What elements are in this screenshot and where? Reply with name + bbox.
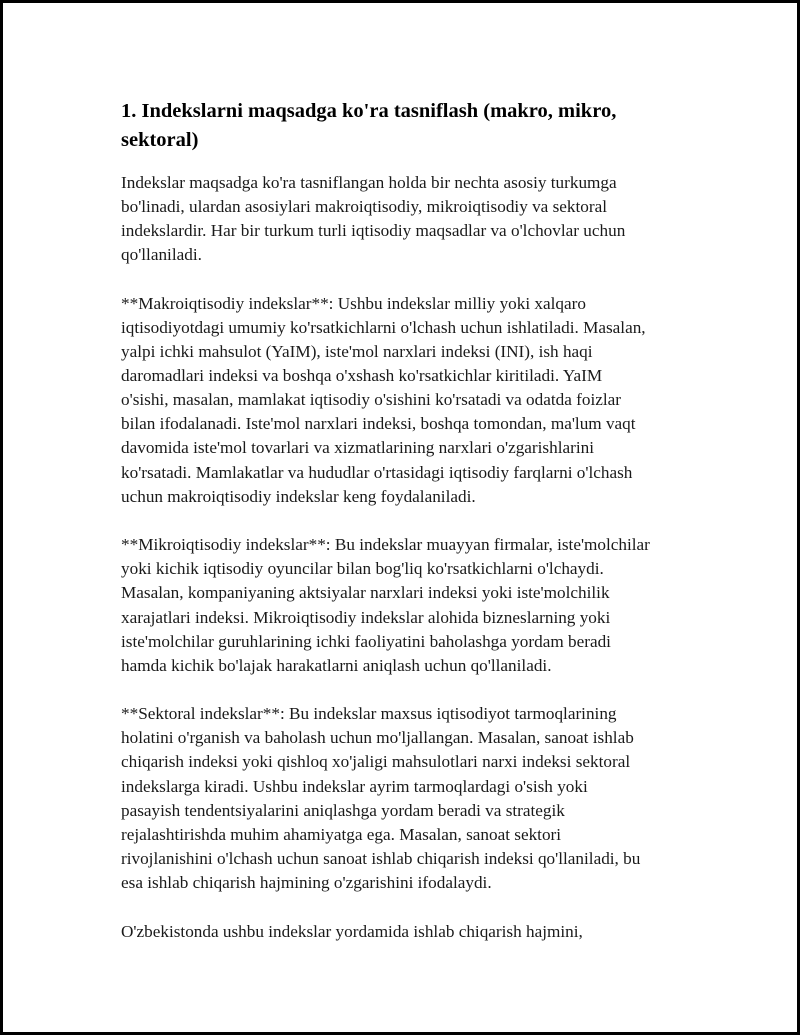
paragraph-line: **Mikroiqtisodiy indekslar**: Bu indekslar muayyan firmalar, iste'molchilar bbox=[121, 535, 650, 555]
paragraph-line: iqtisodiyotdagi umumiy ko'rsatkichlarni o'lchash uchun ishlatiladi. Masalan, bbox=[121, 317, 646, 337]
paragraph-line: **Makroiqtisodiy indekslar**: Ushbu indekslar milliy yoki xalqaro bbox=[121, 293, 586, 313]
paragraph-line: rivojlanishini o'lchash uchun sanoat ishlab chiqarish indeksi qo'llaniladi, bu bbox=[121, 848, 641, 868]
paragraph-line: bo'linadi, ulardan asosiylari makroiqtisodiy, mikroiqtisodiy va sektoral bbox=[121, 197, 608, 217]
micro-indices-paragraph bbox=[121, 533, 711, 678]
paragraph-line: hamda kichik bo'lajak harakatlarni aniqlash uchun qo'llaniladi. bbox=[121, 655, 552, 675]
paragraph-line: iste'molchilar guruhlarining ichki faoliyatini baholashga yordam beradi bbox=[121, 631, 611, 651]
paragraph-line: chiqarish indeksi yoki qishloq xo'jaligi mahsulotlari narxi indeksi sektoral bbox=[121, 752, 631, 772]
paragraph-line: qo'llaniladi. bbox=[121, 245, 202, 265]
paragraph-line: **Sektoral indekslar**: Bu indekslar maxsus iqtisodiyot tarmoqlarining bbox=[121, 704, 617, 724]
paragraph-line: rejalashtirishda muhim ahamiyatga ega. Masalan, sanoat sektori bbox=[121, 824, 562, 844]
heading-line: 1. Indekslarni maqsadga ko'ra tasniflash (makro, mikro, bbox=[121, 100, 617, 122]
paragraph-line: pasayish tendentsiyalarini aniqlashga yordam beradi va strategik bbox=[121, 800, 565, 820]
paragraph-line: xarajatlari indeksi. Mikroiqtisodiy indekslar alohida bizneslarning yoki bbox=[121, 607, 611, 627]
paragraph-line: Masalan, kompaniyaning aktsiyalar narxlari indeksi yoki iste'molchilik bbox=[121, 583, 610, 603]
paragraph-line: uchun makroiqtisodiy indekslar keng foydalaniladi. bbox=[121, 486, 476, 506]
paragraph-line: Indekslar maqsadga ko'ra tasniflangan holda bir nechta asosiy turkumga bbox=[121, 173, 617, 192]
paragraph-line: bilan ifodalanadi. Iste'mol narxlari indeksi, boshqa tomondan, ma'lum vaqt bbox=[121, 414, 636, 434]
sectoral-indices-paragraph bbox=[121, 702, 711, 895]
heading-line: sektoral) bbox=[121, 129, 199, 151]
paragraph-line: o'sishi, masalan, mamlakat iqtisodiy o'sishini ko'rsatadi va odatda foizlar bbox=[121, 390, 621, 410]
document-body bbox=[121, 97, 711, 968]
paragraph-line: holatini o'rganish va baholash uchun mo'ljallangan. Masalan, sanoat ishlab bbox=[121, 728, 634, 748]
paragraph-line: yoki kichik iqtisodiy oyuncilar bilan bog'liq ko'rsatkichlarni o'lchaydi. bbox=[121, 559, 604, 579]
paragraph-line: daromadlari indeksi va boshqa o'xshash ko'rsatkichlar kiritiladi. YaIM bbox=[121, 366, 603, 386]
paragraph-line: davomida iste'mol tovarlari va xizmatlarining narxlari o'zgarishlarini bbox=[121, 438, 594, 458]
paragraph-line: yalpi ichki mahsulot (YaIM), iste'mol narxlari indeksi (INI), ish haqi bbox=[121, 342, 593, 362]
paragraph-line: O'zbekistonda ushbu indekslar yordamida ishlab chiqarish hajmini, bbox=[121, 921, 583, 941]
paragraph-line: ko'rsatadi. Mamlakatlar va hududlar o'rtasidagi iqtisodiy farqlarni o'lchash bbox=[121, 462, 633, 482]
paragraph-line: indekslardir. Har bir turkum turli iqtisodiy maqsadlar va o'lchovlar uchun bbox=[121, 221, 626, 241]
section-heading bbox=[121, 97, 711, 155]
uzbekistan-paragraph bbox=[121, 920, 711, 944]
intro-paragraph bbox=[121, 171, 711, 267]
paragraph-line: esa ishlab chiqarish hajmining o'zgarishini ifodalaydi. bbox=[121, 872, 492, 892]
paragraph-line: indekslarga kiradi. Ushbu indekslar ayrim tarmoqlardagi o'sish yoki bbox=[121, 776, 588, 796]
macro-indices-paragraph bbox=[121, 292, 711, 509]
